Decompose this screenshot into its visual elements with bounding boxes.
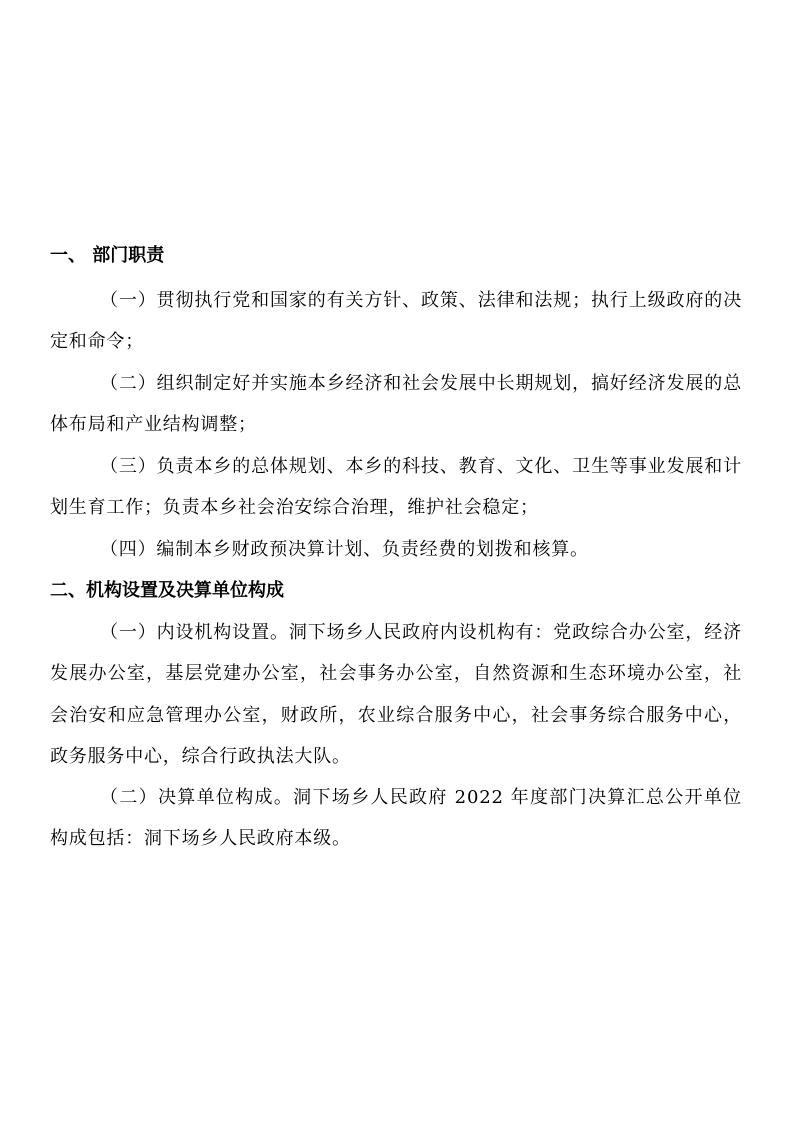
duty-paragraph-3: （三）负责本乡的总体规划、本乡的科技、教育、文化、卫生等事业发展和计划生育工作；负责本乡社会治安综合治理，维护社会稳定； <box>50 456 742 519</box>
duty-paragraph-2: （二）组织制定好并实施本乡经济和社会发展中长期规划，搞好经济发展的总体布局和产业结构调整； <box>50 373 742 436</box>
organization-paragraph-2: （二）决算单位构成。洞下场乡人民政府 2022 年度部门决算汇总公开单位构成包括：洞下场乡人民政府本级。 <box>50 787 742 850</box>
duty-paragraph-4: （四）编制本乡财政预决算计划、负责经费的划拨和核算。 <box>100 539 589 560</box>
section-heading-organization: 二、机构设置及决算单位构成 <box>50 580 284 601</box>
duty-paragraph-1: （一）贯彻执行党和国家的有关方针、政策、法律和法规；执行上级政府的决定和命令； <box>50 290 742 353</box>
organization-paragraph-1: （一）内设机构设置。洞下场乡人民政府内设机构有：党政综合办公室，经济发展办公室，基层党建办公室，社会事务办公室，自然资源和生态环境办公室，社会治安和应急管理办公室，财政所，农业综合服务中心，社会事务综合服务中心，政务服务中心，综合行政执法大队。 <box>50 622 742 767</box>
section-heading-duties: 一、 部门职责 <box>50 245 165 266</box>
